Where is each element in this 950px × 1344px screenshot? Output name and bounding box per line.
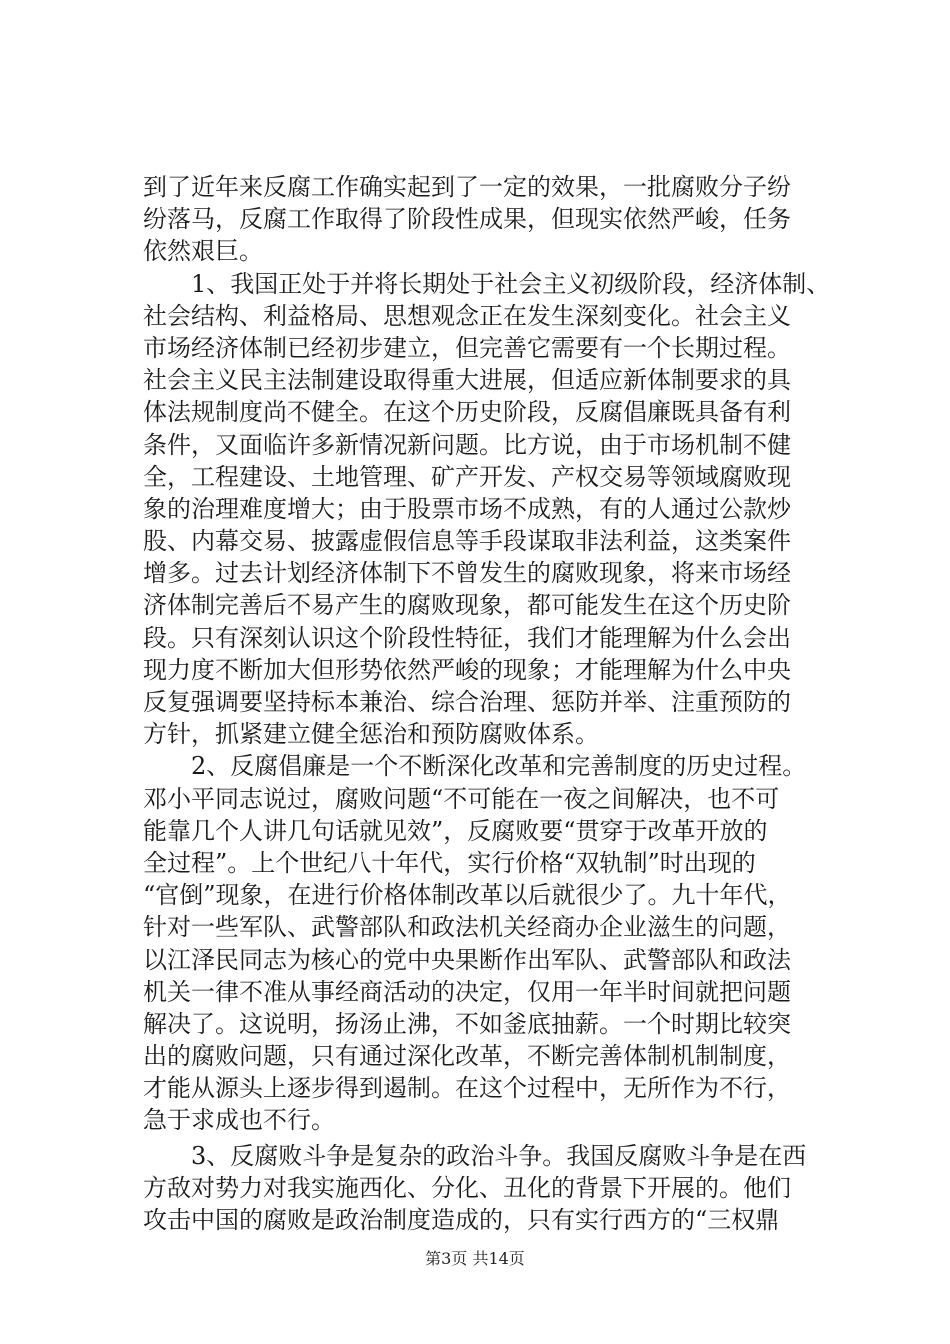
text-line: 反复强调要坚持标本兼治、综合治理、惩防并举、注重预防的 — [143, 688, 791, 716]
text-line: 体法规制度尚不健全。在这个历史阶段，反腐倡廉既具备有利 — [143, 398, 791, 427]
document-body — [143, 171, 831, 1236]
text-line: 社会主义民主法制建设取得重大进展，但适应新体制要求的具 — [143, 366, 791, 395]
text-line: 现力度不断加大但形势依然严峻的现象；才能理解为什么中央 — [143, 655, 791, 684]
text-line: 方针，抓紧建立健全惩治和预防腐败体系。 — [143, 720, 599, 749]
text-line: 以江泽民同志为核心的党中央果断作出军队、武警部队和政法 — [143, 945, 791, 974]
text-line: 1、我国正处于并将长期处于社会主义初级阶段，经济体制、 — [143, 269, 831, 298]
text-line: 方敌对势力对我实施西化、分化、丑化的背景下开展的。他们 — [143, 1173, 791, 1202]
text-line: “官倒”现象，在进行价格体制改革以后就很少了。九十年代， — [143, 881, 792, 910]
text-line: 依然艰巨。 — [143, 237, 263, 266]
text-line: 针对一些军队、武警部队和政法机关经商办企业滋生的问题， — [143, 913, 791, 942]
text-line: 增多。过去计划经济体制下不曾发生的腐败现象，将来市场经 — [143, 559, 791, 588]
text-line: 象的治理难度增大；由于股票市场不成熟，有的人通过公款炒 — [143, 494, 791, 523]
text-line: 能靠几个人讲几句话就见效”，反腐败要“贯穿于改革开放的 — [143, 816, 768, 845]
text-line: 出的腐败问题，只有通过深化改革，不断完善体制机制制度， — [143, 1042, 791, 1071]
page-footer: 第3页 共14页 — [425, 1249, 525, 1268]
text-line: 市场经济体制已经初步建立，但完善它需要有一个长期过程。 — [143, 333, 791, 362]
text-line: 段。只有深刻认识这个阶段性特征，我们才能理解为什么会出 — [143, 623, 791, 652]
text-line: 全，工程建设、土地管理、矿产开发、产权交易等领域腐败现 — [143, 462, 791, 491]
text-line: 条件，又面临许多新情况新问题。比方说，由于市场机制不健 — [143, 430, 791, 459]
text-line: 才能从源头上逐步得到遏制。在这个过程中，无所作为不行， — [143, 1074, 791, 1103]
text-line: 纷落马，反腐工作取得了阶段性成果，但现实依然严峻，任务 — [143, 205, 791, 234]
text-line: 3、反腐败斗争是复杂的政治斗争。我国反腐败斗争是在西 — [143, 1141, 807, 1170]
text-line: 全过程”。上个世纪八十年代，实行价格“双轨制”时出现的 — [143, 848, 756, 877]
text-line: 攻击中国的腐败是政治制度造成的，只有实行西方的“三权鼎 — [143, 1206, 780, 1234]
text-line: 股、内幕交易、披露虚假信息等手段谋取非法利益，这类案件 — [143, 527, 791, 556]
text-line: 2、反腐倡廉是一个不断深化改革和完善制度的历史过程。 — [143, 752, 807, 781]
text-line: 邓小平同志说过，腐败问题“不可能在一夜之间解决，也不可 — [143, 784, 780, 813]
text-line: 机关一律不准从事经商活动的决定，仅用一年半时间就把问题 — [143, 977, 791, 1006]
text-line: 社会结构、利益格局、思想观念正在发生深刻变化。社会主义 — [143, 301, 791, 330]
text-line: 到了近年来反腐工作确实起到了一定的效果，一批腐败分子纷 — [143, 173, 791, 201]
text-line: 急于求成也不行。 — [143, 1106, 335, 1135]
text-line: 济体制完善后不易产生的腐败现象，都可能发生在这个历史阶 — [143, 591, 791, 620]
text-line: 解决了。这说明，扬汤止沸，不如釜底抽薪。一个时期比较突 — [143, 1009, 791, 1038]
